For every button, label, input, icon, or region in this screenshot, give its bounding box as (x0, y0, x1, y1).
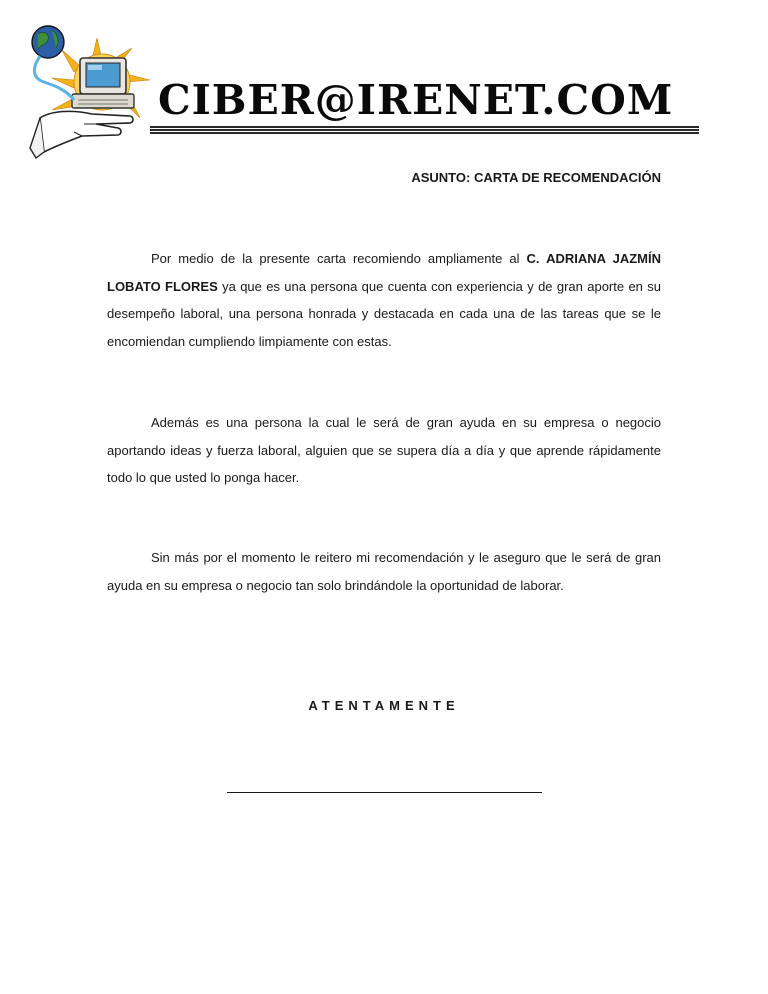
brand-title: CIBER@IRENET.COM (158, 76, 674, 124)
signature-line (227, 792, 542, 793)
subject-line: ASUNTO: CARTA DE RECOMENDACIÓN (411, 170, 661, 185)
paragraph-intro: Por medio de la presente carta recomiendo ampliamente al (151, 251, 527, 266)
paragraph-recommendation (107, 245, 661, 355)
paragraph-qualities: Además es una persona la cual le será de gran ayuda en su empresa o negocio aportando ideas y fuerza laboral, alguien que se supera día a día y que aprende rápidamente todo lo que usted lo ponga hacer. (107, 415, 661, 486)
paragraph-closing: Sin más por el momento le reitero mi recomendación y le aseguro que le será de gran ayuda en su empresa o negocio tan solo brindándole la oportunidad de laborar. (107, 550, 661, 593)
computer-globe-clipart-icon (22, 20, 162, 160)
closing-salutation: ATENTAMENTE (308, 698, 460, 713)
candidate-name: C. ADRIANA JAZMÍN LOBATO FLORES (107, 251, 661, 294)
paragraph-rest: ya que es una persona que cuenta con experiencia y de gran aporte en su desempeño laboral, una persona honrada y destacada en cada una de las tareas que se le encomiendan cumpliendo limpiamente con estas. (107, 278, 661, 349)
header-rule (150, 126, 699, 134)
